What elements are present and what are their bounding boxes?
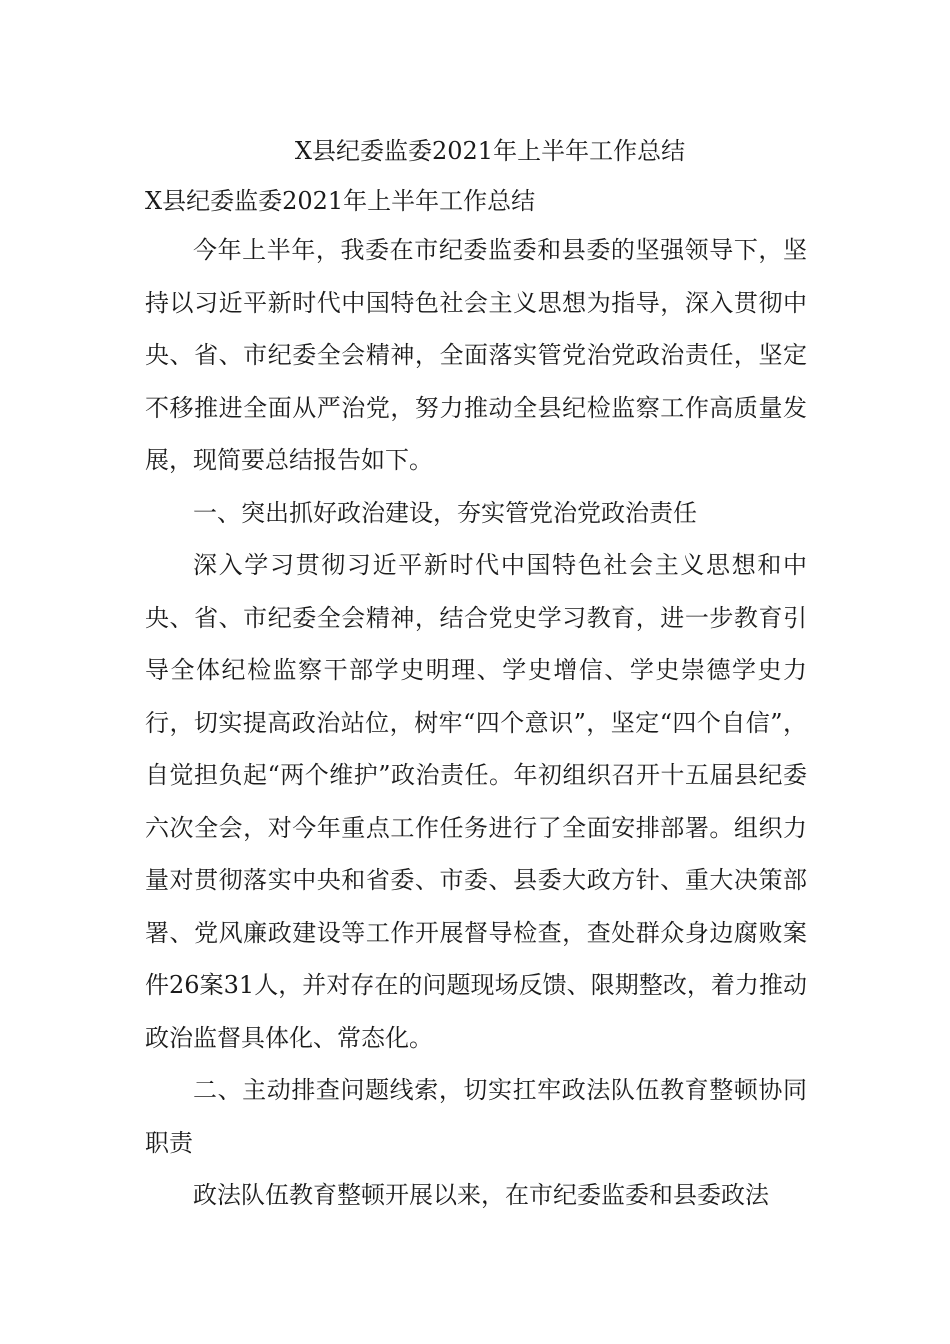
document-subtitle: X县纪委监委2021年上半年工作总结 [145,187,536,215]
section-2-body: 政法队伍教育整顿开展以来，在市纪委监委和县委政法 [193,1181,769,1209]
section-2-heading: 二、主动排查问题线索，切实扛牢政法队伍教育整顿协同职责 [145,1076,807,1157]
section-1-body: 深入学习贯彻习近平新时代中国特色社会主义思想和中央、省、市纪委全会精神，结合党史学习教育，进一步教育引导全体纪检监察干部学史明理、学史增信、学史崇德学史力行，切实提高政治站位，树牢“四个意识”，坚定“四个自信”，自觉担负起“两个维护”政治责任。年初组织召开十五届县纪委六次全会，对今年重点工作任务进行了全面安排部署。组织力量对贯彻落实中央和省委、市委、县委大政方针、重大决策部署、党风廉政建设等工作开展督导检查，查处群众身边腐败案件26案31人，并对存在的问题现场反馈、限期整改，着力推动政治监督具体化、常态化。 [145,551,807,1052]
document-page [145,124,807,1222]
section-1-heading: 一、突出抓好政治建设，夯实管党治党政治责任 [193,498,697,527]
intro-paragraph: 今年上半年，我委在市纪委监委和县委的坚强领导下，坚持以习近平新时代中国特色社会主义思想为指导，深入贯彻中央、省、市纪委全会精神，全面落实管党治党政治责任，坚定不移推进全面从严治党，努力推动全县纪检监察工作高质量发展，现简要总结报告如下。 [145,236,807,474]
document-title: X县纪委监委2021年上半年工作总结 [294,137,686,165]
